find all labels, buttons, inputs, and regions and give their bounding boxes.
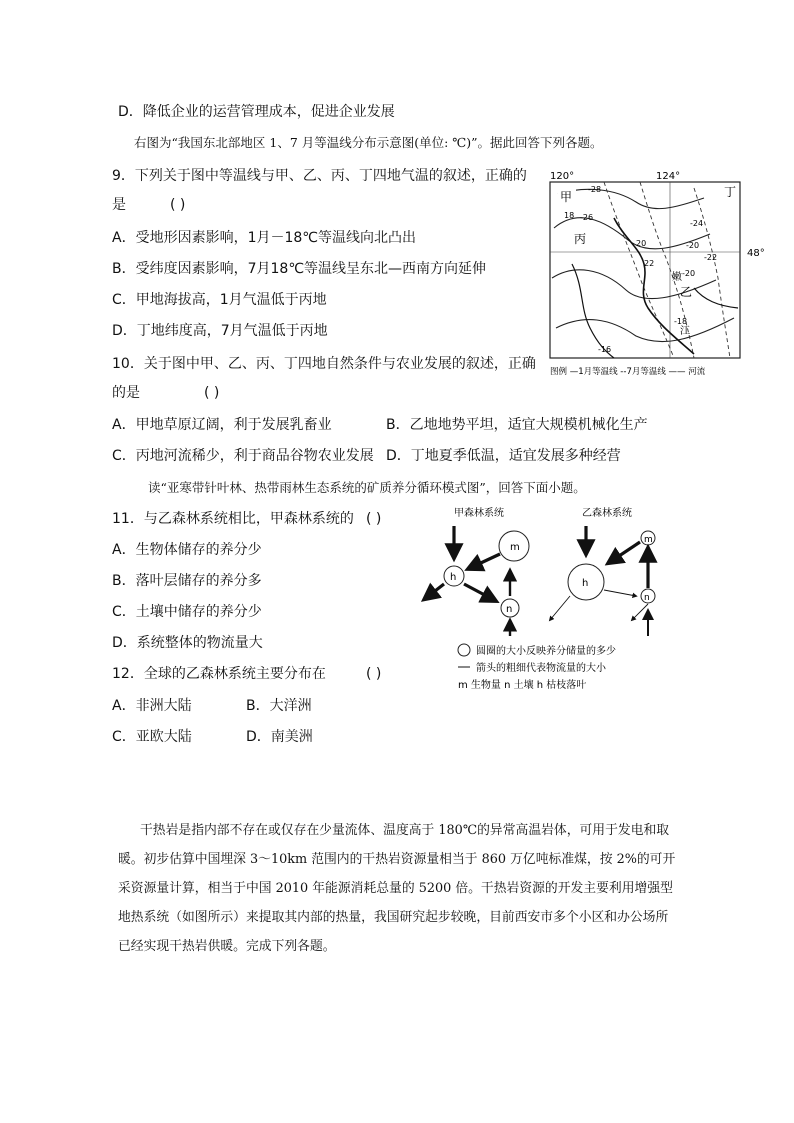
- jia-n-label: n: [506, 604, 513, 615]
- isotherm-value: -22: [704, 253, 718, 262]
- isotherm-value: -26: [580, 213, 594, 222]
- q9-stem-line2: 是: [112, 197, 126, 213]
- jia-m-to-h-arrow: [470, 554, 500, 568]
- intro-forest: 读“亚寒带针叶林、热带雨林生态系统的矿质养分循环模式图”，回答下面小题。: [148, 480, 586, 495]
- isotherm-value: 20: [636, 239, 647, 248]
- isotherm-value: 18: [564, 211, 575, 220]
- river-label-nen: 嫩: [672, 272, 682, 283]
- q12-option-a: A．非洲大陆: [112, 698, 192, 714]
- place-bing: 丙: [574, 232, 587, 246]
- yi-h-out-arrow: [550, 596, 570, 620]
- q9-option-c: C．甲地海拔高，1月气温低于丙地: [112, 292, 327, 308]
- q12-answer-paren: ( ): [366, 666, 382, 682]
- q11-option-c: C．土壤中储存的养分少: [112, 604, 262, 620]
- q10-option-d: D．丁地夏季低温，适宜发展多种经营: [386, 448, 621, 464]
- isotherm-value: -20: [682, 269, 696, 278]
- q9-stem-line1: 9．下列关于图中等温线与甲、乙、丙、丁四地气温的叙述，正确的: [112, 168, 527, 184]
- place-ding: 丁: [724, 185, 737, 199]
- q12-option-c: C．亚欧大陆: [112, 729, 192, 745]
- isotherm-value: 22: [644, 259, 655, 268]
- legend-circle-icon: [458, 644, 470, 656]
- isotherm-value: -28: [588, 185, 602, 194]
- yi-n-label: n: [644, 593, 650, 603]
- intro-map: 右图为“我国东北部地区 1、7 月等温线分布示意图(单位: ℃)”。据此回答下列各题。: [134, 135, 603, 150]
- q11-stem: 11．与乙森林系统相比，甲森林系统的: [112, 511, 354, 527]
- q10-stem-line1: 10．关于图中甲、乙、丙、丁四地自然条件与农业发展的叙述，正确: [112, 356, 536, 372]
- q12-stem: 12．全球的乙森林系统主要分布在: [112, 666, 326, 682]
- jia-h-to-n-arrow: [464, 584, 494, 600]
- place-yi: 乙: [680, 285, 693, 299]
- title-yi-forest: 乙森林系统: [582, 508, 632, 519]
- q11-option-d: D．系统整体的物流量大: [112, 635, 263, 651]
- q9-answer-paren: ( ): [170, 197, 186, 213]
- title-jia-forest: 甲森林系统: [454, 508, 504, 519]
- forest-nutrient-diagram: [414, 500, 674, 698]
- yi-m-to-h-arrow: [610, 542, 640, 562]
- isotherm-value: -16: [598, 345, 612, 354]
- yi-h-label: h: [582, 578, 589, 589]
- isotherm-value: -20: [686, 241, 700, 250]
- lon-124-label: 124°: [656, 171, 681, 182]
- isotherm-map: [544, 168, 770, 382]
- q10-stem-line2: 的是: [112, 385, 140, 401]
- jia-h-label: h: [450, 572, 457, 583]
- q11-option-a: A．生物体储存的养分少: [112, 542, 262, 558]
- map-legend: 图例 —1月等温线 ‐‐7月等温线 —— 河流: [550, 367, 706, 377]
- q12-option-b: B．大洋洲: [246, 698, 312, 714]
- q12-option-d: D．南美洲: [246, 729, 313, 745]
- legend-circle-text: 圆圈的大小反映养分储量的多少: [476, 646, 616, 657]
- jia-h-out-arrow: [426, 584, 444, 598]
- place-jia: 甲: [560, 190, 573, 204]
- legend-abbrev-text: m 生物量 n 土壤 h 枯枝落叶: [458, 680, 587, 691]
- isotherm-value: -24: [690, 219, 704, 228]
- legend-arrow-text: 箭头的粗细代表物流量的大小: [476, 663, 606, 674]
- q11-answer-paren: ( ): [366, 511, 382, 527]
- yi-h-to-n-arrow: [604, 590, 636, 596]
- passage-hot-dry-rock: 干热岩是指内部不存在或仅存在少量流体、温度高于 180℃的异常高温岩体，可用于发电和取暖。初步估算中国埋深 3～10km 范围内的干热岩资源量相当于 860 万亿吨标准煤，按 2%的可开采资源量计算，相当于中国 2010 年能源消耗总量的 5200 倍。干热岩资源的开发主要利用增强型地热系统（如图所示）来提取其内部的热量，我国研究起步较晚，目前西安市多个小区和办公场所已经实现干热岩供暖。完成下列各题。: [118, 823, 676, 954]
- jia-m-label: m: [510, 542, 520, 553]
- isotherm-value: -18: [674, 317, 688, 326]
- yi-n-out-arrow: [632, 604, 648, 620]
- q10-option-c: C．丙地河流稀少，利于商品谷物农业发展: [112, 448, 374, 464]
- q10-answer-paren: ( ): [204, 385, 220, 401]
- q10-option-a: A．甲地草原辽阔，利于发展乳畜业: [112, 417, 332, 433]
- yi-m-label: m: [644, 535, 653, 545]
- lon-120-label: 120°: [550, 171, 575, 182]
- q11-option-b: B．落叶层储存的养分多: [112, 573, 262, 589]
- q10-option-b: B．乙地地势平坦，适宜大规模机械化生产: [386, 417, 648, 433]
- q9-option-d: D．丁地纬度高，7月气温低于丙地: [112, 323, 328, 339]
- lat-48-label: 48°: [747, 248, 765, 259]
- q9-option-a: A．受地形因素影响，1月－18℃等温线向北凸出: [112, 230, 417, 246]
- river-label-jiang: 江: [680, 326, 690, 337]
- prev-option-d: D．降低企业的运营管理成本，促进企业发展: [118, 104, 395, 120]
- q9-option-b: B．受纬度因素影响，7月18℃等温线呈东北—西南方向延伸: [112, 261, 487, 277]
